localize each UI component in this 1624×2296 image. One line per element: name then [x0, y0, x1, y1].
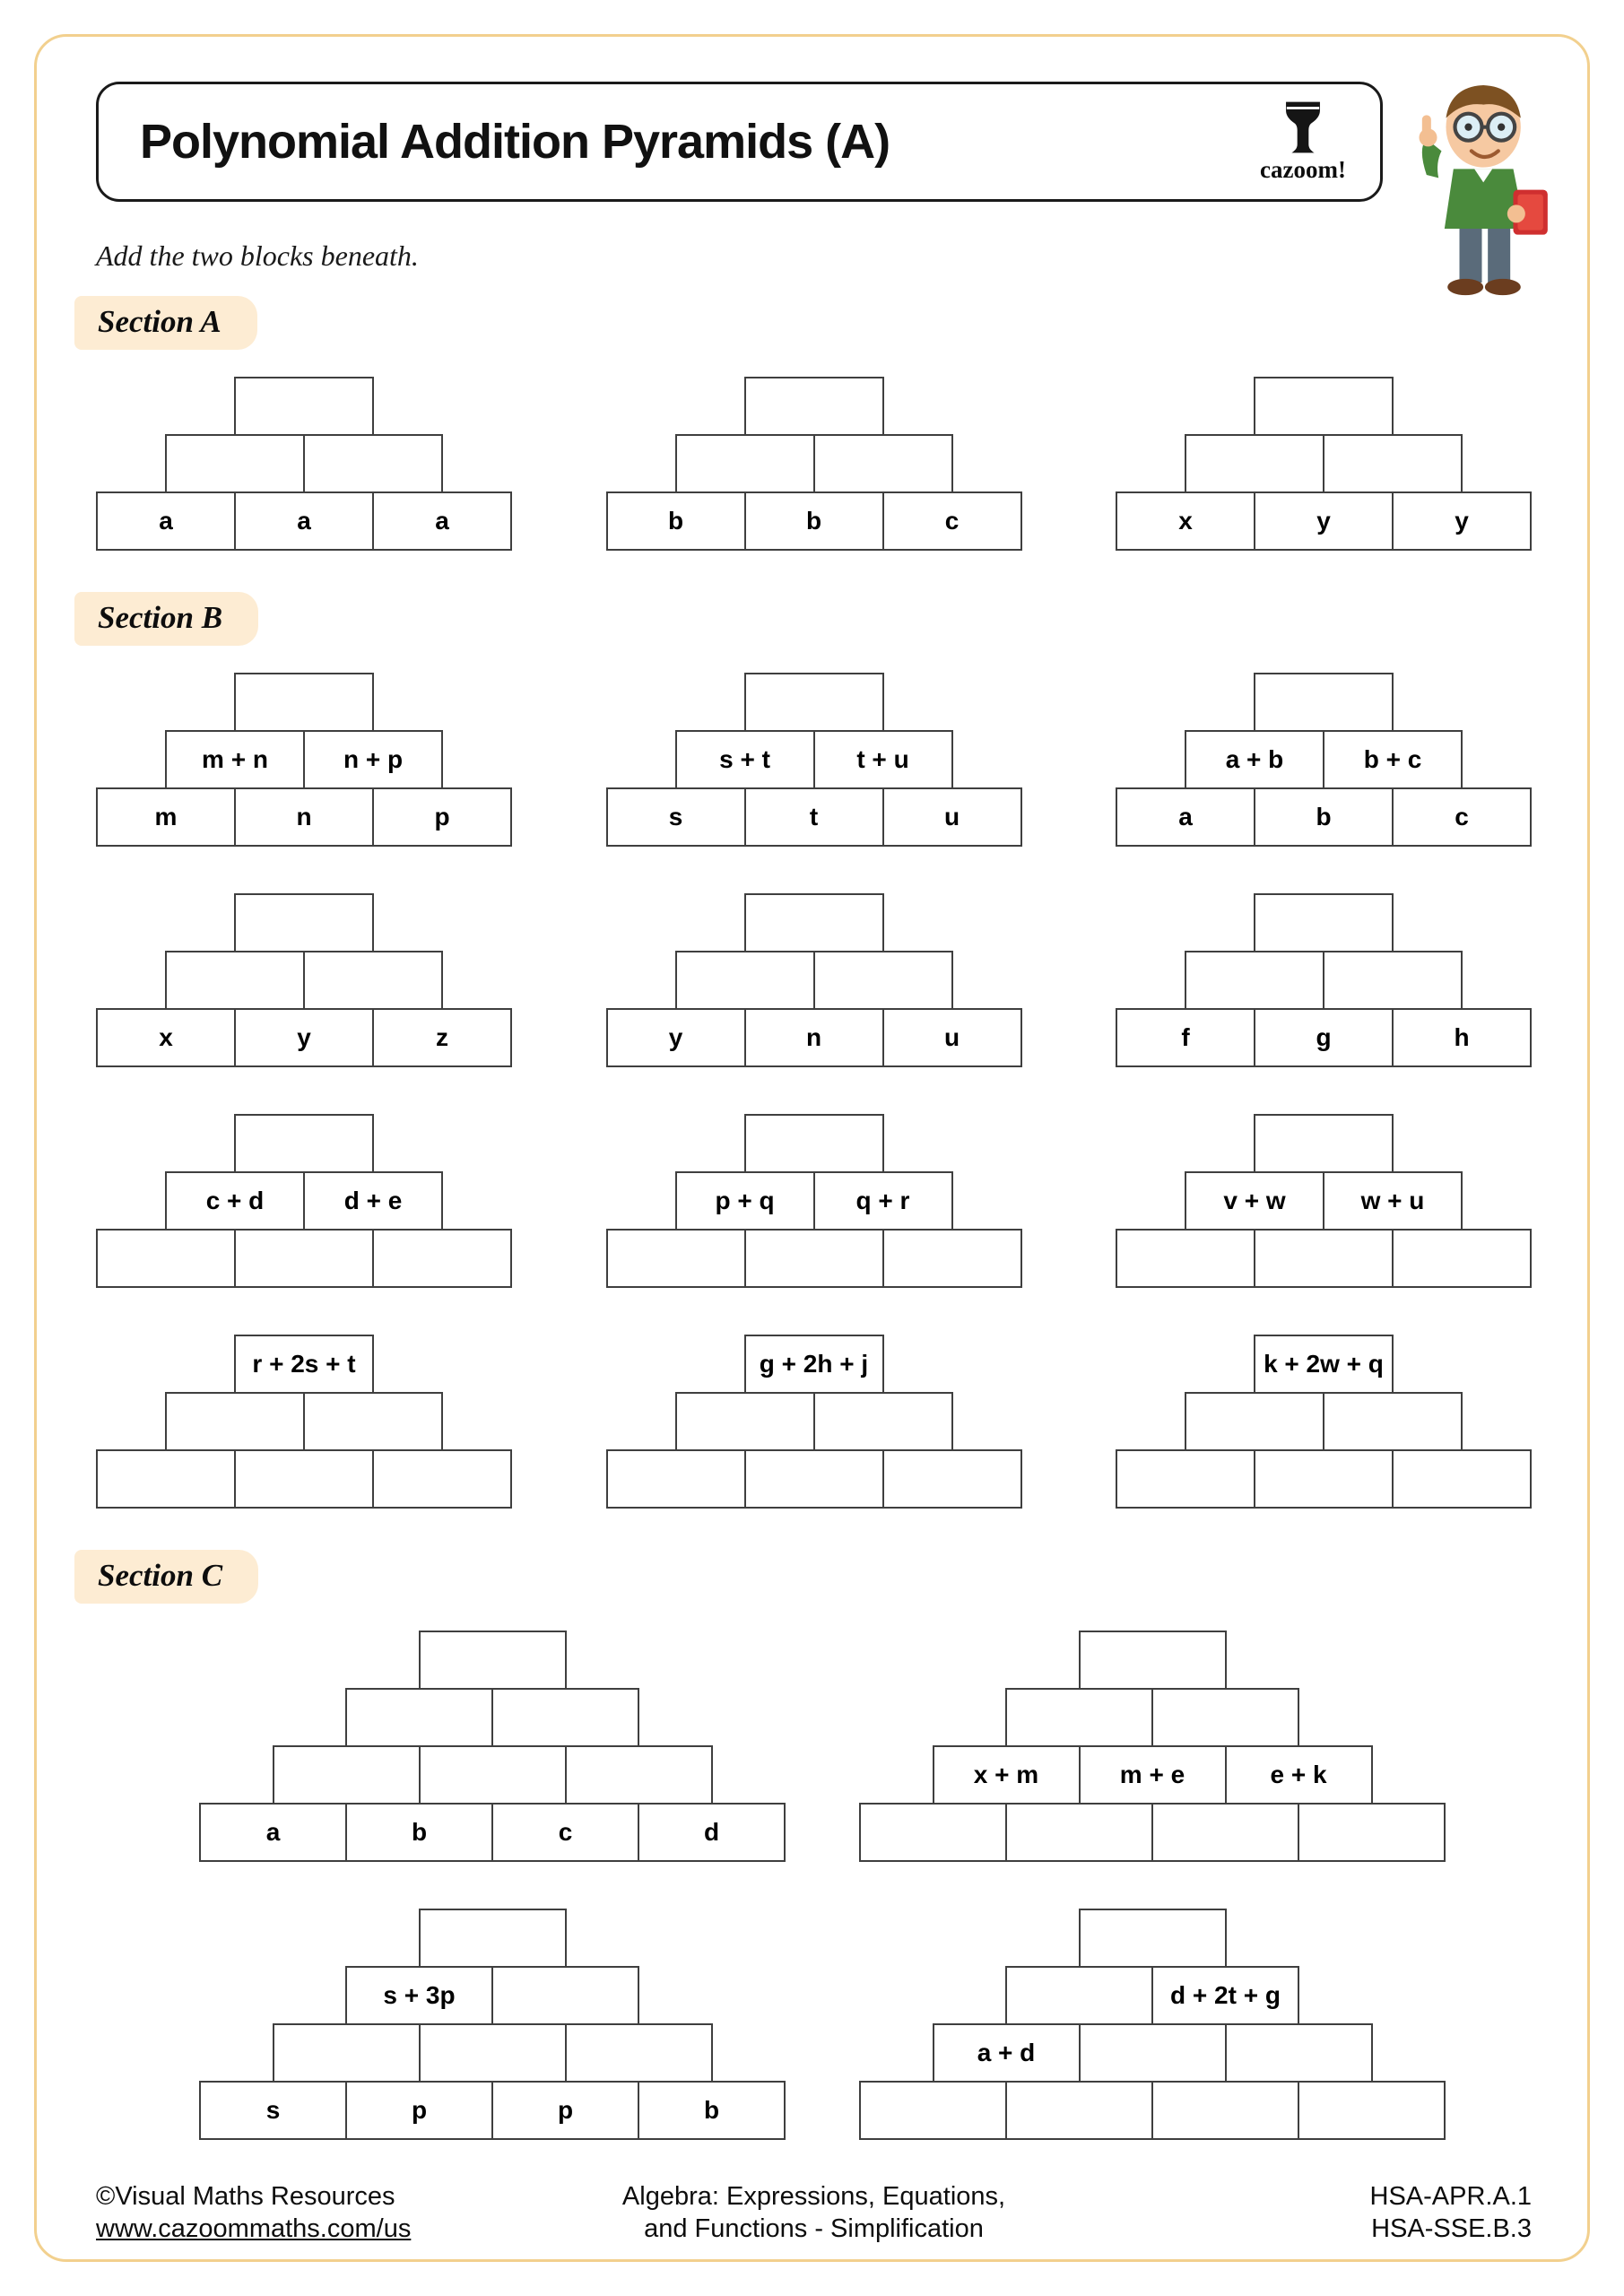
pyramid-block-empty: [1254, 1449, 1394, 1509]
pyramid-level: [96, 1008, 512, 1067]
pyramid-block-empty: [234, 673, 374, 732]
pyramid-block-empty: [813, 434, 953, 493]
pyramid-level: [234, 673, 374, 732]
pyramid-level: [419, 1909, 567, 1968]
pyramid-block-filled: s: [606, 787, 746, 847]
pyramid-level: [606, 1229, 1022, 1288]
pyramid-block-filled: q + r: [813, 1171, 953, 1231]
pyramid-block-filled: m: [96, 787, 236, 847]
pyramid-block-filled: a + b: [1185, 730, 1324, 789]
header: [96, 82, 1532, 202]
pyramid-block-empty: [1392, 1229, 1532, 1288]
pyramid-block-filled: w + u: [1323, 1171, 1463, 1231]
pyramid-level: [675, 434, 953, 493]
pyramid-block-empty: [744, 377, 884, 436]
pyramid-level: [165, 730, 443, 789]
pyramid-level: [1185, 1171, 1463, 1231]
pyramid-block-empty: [1323, 951, 1463, 1010]
pyramid-row: [96, 1631, 1532, 1862]
pyramid-block-filled: n: [234, 787, 374, 847]
pyramid-block-empty: [1225, 2023, 1373, 2083]
pyramid-block-filled: p: [491, 2081, 639, 2140]
footer: [96, 2180, 1532, 2246]
sections-container: [96, 296, 1532, 2140]
pyramid-level: [1116, 787, 1532, 847]
pyramid-level: [345, 1966, 639, 2025]
pyramid-level: [859, 1803, 1446, 1862]
pyramid-row: [96, 377, 1532, 551]
pyramid-block-filled: b: [345, 1803, 493, 1862]
pyramid-block-filled: c: [1392, 787, 1532, 847]
pyramid-block-empty: [1323, 434, 1463, 493]
pyramid-level: [419, 1631, 567, 1690]
pyramid-level: [1116, 1449, 1532, 1509]
pyramid-block-empty: [813, 1392, 953, 1451]
title-box: [96, 82, 1383, 202]
pyramid-block-filled: s: [199, 2081, 347, 2140]
pyramid-block-empty: [744, 1449, 884, 1509]
pyramid-block-empty: [813, 951, 953, 1010]
pyramid-level: [96, 1449, 512, 1509]
pyramid-block-filled: n + p: [303, 730, 443, 789]
pyramid-level: [96, 491, 512, 551]
pyramid-block-empty: [1079, 1631, 1227, 1690]
pyramid-level: [1116, 491, 1532, 551]
pyramid-block-filled: x + m: [933, 1745, 1081, 1805]
pyramid-block-empty: [606, 1449, 746, 1509]
pyramid-block-filled: p: [345, 2081, 493, 2140]
pyramid-block-filled: f: [1116, 1008, 1255, 1067]
pyramid-block-filled: u: [882, 787, 1022, 847]
logo-text: cazoom!: [1260, 155, 1346, 183]
pyramid-block-empty: [882, 1449, 1022, 1509]
pyramid-block-filled: r + 2s + t: [234, 1335, 374, 1394]
pyramid-block-filled: a: [1116, 787, 1255, 847]
pyramid-block-empty: [882, 1229, 1022, 1288]
pyramid-level: [744, 377, 884, 436]
pyramid-row: [96, 1335, 1532, 1509]
pyramid: [859, 1909, 1446, 2140]
pyramid: [96, 673, 512, 847]
pyramid: [859, 1631, 1446, 1862]
pyramid-level: [933, 2023, 1373, 2083]
pyramid-level: [165, 1392, 443, 1451]
pyramid-block-empty: [1151, 1803, 1299, 1862]
pyramid-block-empty: [1005, 2081, 1153, 2140]
pyramid-block-empty: [96, 1449, 236, 1509]
pyramid-level: [199, 2081, 786, 2140]
pyramid-block-empty: [1079, 2023, 1227, 2083]
pyramid-level: [606, 787, 1022, 847]
pyramid-level: [234, 893, 374, 952]
pyramid-block-empty: [372, 1449, 512, 1509]
pyramid-block-empty: [1151, 2081, 1299, 2140]
pyramid: [1116, 673, 1532, 847]
pyramid-block-filled: s + 3p: [345, 1966, 493, 2025]
pyramid-block-empty: [859, 2081, 1007, 2140]
pyramid-level: [96, 787, 512, 847]
worksheet-page: [34, 34, 1590, 2262]
pyramid-block-empty: [491, 1688, 639, 1747]
pyramid-level: [1079, 1909, 1227, 1968]
pyramid-block-empty: [273, 1745, 421, 1805]
pyramid-level: [1254, 673, 1394, 732]
pyramid-level: [1254, 893, 1394, 952]
footer-topic-line2: and Functions - Simplification: [644, 2213, 984, 2243]
pyramid-block-empty: [234, 1229, 374, 1288]
pyramid-block-filled: k + 2w + q: [1254, 1335, 1394, 1394]
pyramid-block-filled: b: [638, 2081, 786, 2140]
pyramid-block-empty: [1323, 1392, 1463, 1451]
pyramid-block-filled: d + e: [303, 1171, 443, 1231]
pyramid-block-empty: [303, 951, 443, 1010]
pyramid-level: [744, 1114, 884, 1173]
pyramid-block-filled: t: [744, 787, 884, 847]
pyramid-level: [1079, 1631, 1227, 1690]
pyramid-level: [234, 377, 374, 436]
standard-code-2: HSA-SSE.B.3: [1371, 2213, 1532, 2243]
pyramid-block-empty: [1254, 377, 1394, 436]
pyramid-level: [1254, 1335, 1394, 1394]
pyramid-block-empty: [1392, 1449, 1532, 1509]
pyramid-level: [1185, 1392, 1463, 1451]
website-link[interactable]: www.cazoommaths.com/us: [96, 2213, 412, 2243]
teacher-illustration: [1394, 76, 1578, 300]
pyramid-row: [96, 1114, 1532, 1288]
pyramid-block-filled: b + c: [1323, 730, 1463, 789]
section-label-b: Section B: [74, 592, 258, 646]
pyramid-level: [165, 434, 443, 493]
pyramid-block-empty: [1116, 1449, 1255, 1509]
pyramid: [96, 1335, 512, 1509]
pyramid-block-filled: a: [372, 491, 512, 551]
pyramid-block-empty: [1185, 951, 1324, 1010]
pyramid-block-empty: [744, 1114, 884, 1173]
pyramid: [606, 673, 1022, 847]
footer-left: [96, 2180, 411, 2246]
pyramid-block-empty: [1005, 1688, 1153, 1747]
pyramid-block-empty: [675, 434, 815, 493]
pyramid-block-filled: y: [1392, 491, 1532, 551]
pyramid-block-empty: [744, 1229, 884, 1288]
pyramid-block-empty: [675, 951, 815, 1010]
pyramid-block-filled: g + 2h + j: [744, 1335, 884, 1394]
pyramid-block-filled: c: [491, 1803, 639, 1862]
pyramid: [1116, 1335, 1532, 1509]
pyramid-block-empty: [1116, 1229, 1255, 1288]
pyramid-block-empty: [234, 377, 374, 436]
pyramid-block-filled: s + t: [675, 730, 815, 789]
pyramid-block-empty: [303, 1392, 443, 1451]
pyramid: [199, 1631, 786, 1862]
pyramid-block-empty: [606, 1229, 746, 1288]
pyramid-block-empty: [1298, 1803, 1446, 1862]
pyramid-block-filled: b: [606, 491, 746, 551]
standard-code-1: HSA-APR.A.1: [1369, 2181, 1532, 2211]
section-label-a: Section A: [74, 296, 257, 350]
pyramid: [199, 1909, 786, 2140]
pyramid: [96, 1114, 512, 1288]
pyramid-row: [96, 893, 1532, 1067]
pyramid-block-empty: [675, 1392, 815, 1451]
pyramid-level: [165, 1171, 443, 1231]
pyramid-block-filled: m + e: [1079, 1745, 1227, 1805]
pyramid-level: [1116, 1008, 1532, 1067]
pyramid-block-filled: v + w: [1185, 1171, 1324, 1231]
pyramid-block-filled: p: [372, 787, 512, 847]
pyramid-block-empty: [419, 2023, 567, 2083]
pyramid-block-empty: [1185, 1392, 1324, 1451]
pyramid-block-empty: [234, 893, 374, 952]
pyramid-block-filled: h: [1392, 1008, 1532, 1067]
pyramid: [606, 1114, 1022, 1288]
pyramid-block-empty: [234, 1114, 374, 1173]
pyramid-level: [1116, 1229, 1532, 1288]
pyramid-block-filled: c + d: [165, 1171, 305, 1231]
pyramid-level: [199, 1803, 786, 1862]
instruction-text: Add the two blocks beneath.: [96, 239, 419, 272]
pyramid-level: [675, 951, 953, 1010]
footer-topic-line1: Algebra: Expressions, Equations,: [621, 2181, 1006, 2211]
pyramid-block-empty: [419, 1631, 567, 1690]
pyramid: [606, 377, 1022, 551]
pyramid-level: [273, 1745, 713, 1805]
pyramid: [1116, 1114, 1532, 1288]
pyramid: [1116, 893, 1532, 1067]
pyramid-level: [675, 1171, 953, 1231]
pyramid-block-filled: p + q: [675, 1171, 815, 1231]
pyramid-block-empty: [1005, 1803, 1153, 1862]
pyramid-block-empty: [1298, 2081, 1446, 2140]
pyramid-block-filled: c: [882, 491, 1022, 551]
pyramid-block-empty: [372, 1229, 512, 1288]
pyramid-block-filled: b: [744, 491, 884, 551]
pyramid-level: [345, 1688, 639, 1747]
pyramid-block-filled: a: [234, 491, 374, 551]
pyramid-level: [96, 1229, 512, 1288]
pyramid-level: [606, 1008, 1022, 1067]
pyramid-block-filled: a + d: [933, 2023, 1081, 2083]
pyramid-block-empty: [273, 2023, 421, 2083]
pyramid-block-filled: y: [1254, 491, 1394, 551]
pyramid-level: [744, 893, 884, 952]
pyramid-level: [165, 951, 443, 1010]
footer-topic: [622, 2180, 1005, 2246]
pyramid-level: [1254, 377, 1394, 436]
pyramid-block-empty: [303, 434, 443, 493]
pyramid-block-empty: [1151, 1688, 1299, 1747]
pyramid-block-filled: d + 2t + g: [1151, 1966, 1299, 2025]
pyramid-block-filled: u: [882, 1008, 1022, 1067]
pyramid-block-empty: [1005, 1966, 1153, 2025]
pyramid-block-empty: [96, 1229, 236, 1288]
footer-standards: [1370, 2180, 1533, 2246]
copyright-text: ©Visual Maths Resources: [96, 2181, 395, 2211]
pyramid-block-empty: [419, 1745, 567, 1805]
pyramid-block-empty: [419, 1909, 567, 1968]
page-title: Polynomial Addition Pyramids (A): [140, 115, 890, 169]
pyramid-level: [744, 673, 884, 732]
pyramid-block-empty: [565, 1745, 713, 1805]
pyramid-block-filled: x: [1116, 491, 1255, 551]
cazoom-logo: [1260, 100, 1346, 184]
pyramid-level: [1185, 951, 1463, 1010]
pyramid: [606, 1335, 1022, 1509]
pyramid-level: [1185, 434, 1463, 493]
pyramid-block-filled: x: [96, 1008, 236, 1067]
pyramid-block-empty: [859, 1803, 1007, 1862]
pyramid-level: [1254, 1114, 1394, 1173]
pyramid-block-filled: e + k: [1225, 1745, 1373, 1805]
pyramid-level: [1005, 1688, 1299, 1747]
pyramid-block-empty: [165, 1392, 305, 1451]
pyramid-block-empty: [1254, 673, 1394, 732]
pyramid-level: [675, 1392, 953, 1451]
pyramid-block-filled: b: [1254, 787, 1394, 847]
pyramid-block-empty: [165, 951, 305, 1010]
pyramid-block-filled: y: [606, 1008, 746, 1067]
pyramid-block-empty: [1254, 1229, 1394, 1288]
pyramid-level: [744, 1335, 884, 1394]
pyramid-level: [1005, 1966, 1299, 2025]
pyramid-block-filled: a: [96, 491, 236, 551]
pyramid-block-empty: [1254, 1114, 1394, 1173]
pyramid: [96, 893, 512, 1067]
pyramid-block-empty: [565, 2023, 713, 2083]
pyramid: [1116, 377, 1532, 551]
pyramid: [96, 377, 512, 551]
pyramid-block-empty: [744, 893, 884, 952]
pyramid-level: [234, 1335, 374, 1394]
pyramid-level: [859, 2081, 1446, 2140]
drum-icon: [1281, 100, 1324, 154]
pyramid-block-filled: z: [372, 1008, 512, 1067]
pyramid-block-empty: [345, 1688, 493, 1747]
pyramid-block-empty: [1254, 893, 1394, 952]
pyramid-level: [675, 730, 953, 789]
pyramid-block-filled: d: [638, 1803, 786, 1862]
pyramid-block-empty: [744, 673, 884, 732]
pyramid-block-filled: n: [744, 1008, 884, 1067]
pyramid-block-empty: [165, 434, 305, 493]
section-label-c: Section C: [74, 1550, 258, 1604]
pyramid-block-filled: y: [234, 1008, 374, 1067]
pyramid-row: [96, 1909, 1532, 2140]
pyramid-block-empty: [1185, 434, 1324, 493]
pyramid-level: [606, 1449, 1022, 1509]
pyramid-block-filled: a: [199, 1803, 347, 1862]
pyramid-level: [234, 1114, 374, 1173]
pyramid-block-empty: [491, 1966, 639, 2025]
pyramid-block-empty: [234, 1449, 374, 1509]
pyramid-level: [273, 2023, 713, 2083]
pyramid-block-filled: m + n: [165, 730, 305, 789]
pyramid-level: [1185, 730, 1463, 789]
pyramid: [606, 893, 1022, 1067]
pyramid-level: [606, 491, 1022, 551]
pyramid-block-filled: g: [1254, 1008, 1394, 1067]
pyramid-block-empty: [1079, 1909, 1227, 1968]
pyramid-level: [933, 1745, 1373, 1805]
pyramid-row: [96, 673, 1532, 847]
pyramid-block-filled: t + u: [813, 730, 953, 789]
